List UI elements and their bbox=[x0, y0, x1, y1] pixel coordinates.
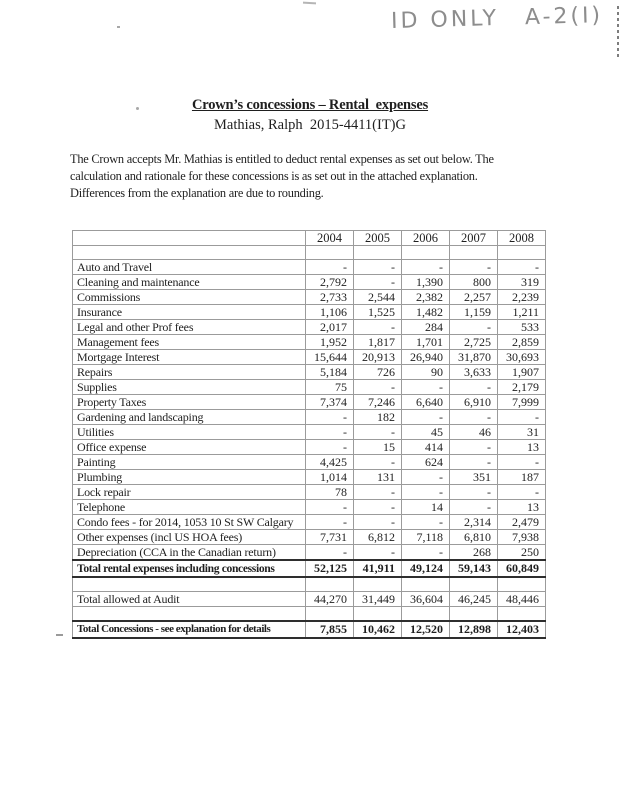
expense-label-cell: Painting bbox=[73, 455, 306, 470]
amount-cell: - bbox=[354, 515, 402, 530]
amount-cell: - bbox=[306, 425, 354, 440]
expense-label-cell: Total Concessions - see explanation for details bbox=[73, 621, 306, 638]
expense-label-cell: Auto and Travel bbox=[73, 260, 306, 275]
amount-cell: - bbox=[402, 470, 450, 485]
amount-cell: 1,701 bbox=[402, 335, 450, 350]
corner-cell bbox=[73, 231, 306, 246]
amount-cell: 351 bbox=[450, 470, 498, 485]
amount-cell: - bbox=[306, 440, 354, 455]
amount-cell: 44,270 bbox=[306, 592, 354, 607]
amount-cell: 12,898 bbox=[450, 621, 498, 638]
amount-cell: 2,544 bbox=[354, 290, 402, 305]
amount-cell bbox=[450, 607, 498, 622]
scan-artifact bbox=[303, 2, 316, 5]
expense-label-cell: Gardening and landscaping bbox=[73, 410, 306, 425]
amount-cell: - bbox=[354, 320, 402, 335]
amount-cell: 31 bbox=[498, 425, 546, 440]
table-row bbox=[73, 246, 546, 260]
table-row bbox=[73, 350, 546, 365]
amount-cell: 1,482 bbox=[402, 305, 450, 320]
amount-cell: 31,449 bbox=[354, 592, 402, 607]
amount-cell: 15,644 bbox=[306, 350, 354, 365]
amount-cell: 268 bbox=[450, 545, 498, 561]
table-row bbox=[73, 560, 546, 577]
expense-label-cell: Mortgage Interest bbox=[73, 350, 306, 365]
table-row bbox=[73, 530, 546, 545]
amount-cell: 36,604 bbox=[402, 592, 450, 607]
amount-cell: 2,017 bbox=[306, 320, 354, 335]
amount-cell: - bbox=[354, 545, 402, 561]
amount-cell: 12,403 bbox=[498, 621, 546, 638]
year-column-header: 2006 bbox=[402, 231, 450, 246]
amount-cell: 26,940 bbox=[402, 350, 450, 365]
amount-cell: 7,999 bbox=[498, 395, 546, 410]
amount-cell: 726 bbox=[354, 365, 402, 380]
amount-cell: 533 bbox=[498, 320, 546, 335]
amount-cell: - bbox=[498, 455, 546, 470]
expense-label-cell: Other expenses (incl US HOA fees) bbox=[73, 530, 306, 545]
expense-label-cell: Repairs bbox=[73, 365, 306, 380]
handwriting-id-only: ID ONLY bbox=[390, 5, 500, 34]
amount-cell: 2,733 bbox=[306, 290, 354, 305]
table-row bbox=[73, 290, 546, 305]
intro-line: Differences from the explanation are due to rounding. bbox=[70, 186, 324, 200]
amount-cell: - bbox=[450, 410, 498, 425]
expense-label-cell: Commissions bbox=[73, 290, 306, 305]
amount-cell: 2,859 bbox=[498, 335, 546, 350]
amount-cell: 5,184 bbox=[306, 365, 354, 380]
amount-cell: 2,725 bbox=[450, 335, 498, 350]
amount-cell: 49,124 bbox=[402, 560, 450, 577]
expense-label-cell: Depreciation (CCA in the Canadian return) bbox=[73, 545, 306, 561]
amount-cell: - bbox=[402, 485, 450, 500]
amount-cell: 6,810 bbox=[450, 530, 498, 545]
amount-cell: - bbox=[402, 260, 450, 275]
amount-cell: - bbox=[402, 380, 450, 395]
amount-cell: - bbox=[450, 380, 498, 395]
year-column-header: 2007 bbox=[450, 231, 498, 246]
table-row bbox=[73, 592, 546, 607]
amount-cell: - bbox=[306, 410, 354, 425]
amount-cell: 7,374 bbox=[306, 395, 354, 410]
year-column-header: 2008 bbox=[498, 231, 546, 246]
amount-cell: 2,239 bbox=[498, 290, 546, 305]
amount-cell: 1,817 bbox=[354, 335, 402, 350]
amount-cell: - bbox=[402, 410, 450, 425]
amount-cell: - bbox=[354, 500, 402, 515]
amount-cell: 800 bbox=[450, 275, 498, 290]
table-row bbox=[73, 485, 546, 500]
table-row bbox=[73, 440, 546, 455]
amount-cell: 31,870 bbox=[450, 350, 498, 365]
amount-cell: - bbox=[450, 320, 498, 335]
table-row bbox=[73, 335, 546, 350]
table-row bbox=[73, 380, 546, 395]
amount-cell: 624 bbox=[402, 455, 450, 470]
expense-label-cell: Management fees bbox=[73, 335, 306, 350]
amount-cell: 52,125 bbox=[306, 560, 354, 577]
amount-cell: 6,812 bbox=[354, 530, 402, 545]
table-row bbox=[73, 365, 546, 380]
amount-cell: 30,693 bbox=[498, 350, 546, 365]
amount-cell: 1,106 bbox=[306, 305, 354, 320]
amount-cell: 2,382 bbox=[402, 290, 450, 305]
table-row bbox=[73, 455, 546, 470]
amount-cell: 4,425 bbox=[306, 455, 354, 470]
amount-cell: - bbox=[498, 485, 546, 500]
amount-cell: 182 bbox=[354, 410, 402, 425]
table-row bbox=[73, 320, 546, 335]
amount-cell: - bbox=[354, 275, 402, 290]
amount-cell: 59,143 bbox=[450, 560, 498, 577]
amount-cell: 78 bbox=[306, 485, 354, 500]
amount-cell bbox=[354, 246, 402, 260]
amount-cell: 46,245 bbox=[450, 592, 498, 607]
amount-cell: 250 bbox=[498, 545, 546, 561]
amount-cell: 3,633 bbox=[450, 365, 498, 380]
amount-cell: 1,211 bbox=[498, 305, 546, 320]
amount-cell bbox=[402, 607, 450, 622]
amount-cell: 131 bbox=[354, 470, 402, 485]
expense-label-cell: Telephone bbox=[73, 500, 306, 515]
expense-label-cell: Office expense bbox=[73, 440, 306, 455]
expenses-table bbox=[72, 230, 546, 639]
amount-cell: 20,913 bbox=[354, 350, 402, 365]
amount-cell: 15 bbox=[354, 440, 402, 455]
amount-cell: 7,855 bbox=[306, 621, 354, 638]
amount-cell bbox=[306, 607, 354, 622]
amount-cell bbox=[306, 577, 354, 592]
amount-cell: 75 bbox=[306, 380, 354, 395]
expense-label-cell: Supplies bbox=[73, 380, 306, 395]
table-row bbox=[73, 545, 546, 561]
case-caption: Mathias, Ralph 2015-4411(IT)G bbox=[214, 117, 406, 133]
table-row bbox=[73, 275, 546, 290]
amount-cell: - bbox=[354, 455, 402, 470]
amount-cell: - bbox=[450, 455, 498, 470]
table-row bbox=[73, 305, 546, 320]
amount-cell bbox=[354, 607, 402, 622]
expense-label-cell bbox=[73, 607, 306, 622]
amount-cell: - bbox=[354, 380, 402, 395]
amount-cell: 45 bbox=[402, 425, 450, 440]
amount-cell: 7,938 bbox=[498, 530, 546, 545]
expense-label-cell bbox=[73, 246, 306, 260]
amount-cell: 12,520 bbox=[402, 621, 450, 638]
amount-cell: 6,910 bbox=[450, 395, 498, 410]
amount-cell: - bbox=[402, 545, 450, 561]
amount-cell: - bbox=[306, 515, 354, 530]
expense-label-cell: Insurance bbox=[73, 305, 306, 320]
scan-artifact bbox=[117, 26, 120, 28]
amount-cell bbox=[354, 577, 402, 592]
amount-cell: - bbox=[450, 260, 498, 275]
amount-cell: 7,731 bbox=[306, 530, 354, 545]
year-column-header: 2005 bbox=[354, 231, 402, 246]
table-row bbox=[73, 470, 546, 485]
amount-cell: 60,849 bbox=[498, 560, 546, 577]
amount-cell bbox=[450, 577, 498, 592]
amount-cell: 319 bbox=[498, 275, 546, 290]
amount-cell: 7,118 bbox=[402, 530, 450, 545]
handwritten-annotation bbox=[391, 3, 604, 34]
amount-cell: 2,479 bbox=[498, 515, 546, 530]
amount-cell: 414 bbox=[402, 440, 450, 455]
table-row bbox=[73, 260, 546, 275]
amount-cell: 13 bbox=[498, 440, 546, 455]
amount-cell: - bbox=[450, 500, 498, 515]
table-row bbox=[73, 500, 546, 515]
amount-cell: 2,179 bbox=[498, 380, 546, 395]
amount-cell bbox=[306, 246, 354, 260]
table-row bbox=[73, 577, 546, 592]
amount-cell: 284 bbox=[402, 320, 450, 335]
amount-cell: 7,246 bbox=[354, 395, 402, 410]
amount-cell: - bbox=[306, 260, 354, 275]
amount-cell: 2,792 bbox=[306, 275, 354, 290]
amount-cell: 46 bbox=[450, 425, 498, 440]
amount-cell: 1,390 bbox=[402, 275, 450, 290]
expense-label-cell: Cleaning and maintenance bbox=[73, 275, 306, 290]
amount-cell: - bbox=[306, 545, 354, 561]
intro-line: calculation and rationale for these concessions is as set out in the attached explanation. bbox=[70, 169, 478, 183]
expense-label-cell: Utilities bbox=[73, 425, 306, 440]
amount-cell: 41,911 bbox=[354, 560, 402, 577]
document-title: Crown’s concessions – Rental expenses bbox=[191, 97, 429, 113]
amount-cell: 1,525 bbox=[354, 305, 402, 320]
amount-cell: 2,257 bbox=[450, 290, 498, 305]
amount-cell bbox=[402, 577, 450, 592]
amount-cell: 14 bbox=[402, 500, 450, 515]
table-row bbox=[73, 410, 546, 425]
table-row bbox=[73, 515, 546, 530]
expense-label-cell: Property Taxes bbox=[73, 395, 306, 410]
amount-cell: - bbox=[498, 410, 546, 425]
amount-cell: 2,314 bbox=[450, 515, 498, 530]
amount-cell: 1,159 bbox=[450, 305, 498, 320]
expense-label-cell: Lock repair bbox=[73, 485, 306, 500]
amount-cell: - bbox=[354, 425, 402, 440]
amount-cell: 13 bbox=[498, 500, 546, 515]
amount-cell: 90 bbox=[402, 365, 450, 380]
table-row bbox=[73, 621, 546, 638]
amount-cell bbox=[498, 577, 546, 592]
amount-cell bbox=[402, 246, 450, 260]
amount-cell: - bbox=[402, 515, 450, 530]
scan-artifact bbox=[136, 107, 139, 110]
expense-label-cell: Total rental expenses including concessions bbox=[73, 560, 306, 577]
amount-cell: 1,907 bbox=[498, 365, 546, 380]
amount-cell: 187 bbox=[498, 470, 546, 485]
expense-label-cell: Condo fees - for 2014, 1053 10 St SW Calgary bbox=[73, 515, 306, 530]
amount-cell bbox=[498, 246, 546, 260]
table-row bbox=[73, 395, 546, 410]
table-row bbox=[73, 607, 546, 622]
expense-label-cell bbox=[73, 577, 306, 592]
scan-artifact bbox=[56, 634, 63, 636]
table-row bbox=[73, 425, 546, 440]
amount-cell: - bbox=[450, 440, 498, 455]
amount-cell: - bbox=[498, 260, 546, 275]
table-header-row bbox=[73, 231, 546, 246]
amount-cell: 48,446 bbox=[498, 592, 546, 607]
amount-cell: 6,640 bbox=[402, 395, 450, 410]
year-column-header: 2004 bbox=[306, 231, 354, 246]
amount-cell bbox=[450, 246, 498, 260]
amount-cell: 10,462 bbox=[354, 621, 402, 638]
amount-cell: - bbox=[354, 260, 402, 275]
intro-line: The Crown accepts Mr. Mathias is entitled to deduct rental expenses as set out below. The bbox=[70, 152, 494, 166]
expense-label-cell: Plumbing bbox=[73, 470, 306, 485]
handwriting-exhibit-number: A-2(I) bbox=[524, 3, 604, 31]
scan-edge-artifact bbox=[617, 6, 619, 58]
intro-paragraph bbox=[70, 151, 620, 202]
expense-label-cell: Total allowed at Audit bbox=[73, 592, 306, 607]
amount-cell: - bbox=[306, 500, 354, 515]
expense-label-cell: Legal and other Prof fees bbox=[73, 320, 306, 335]
amount-cell bbox=[498, 607, 546, 622]
amount-cell: 1,952 bbox=[306, 335, 354, 350]
amount-cell: 1,014 bbox=[306, 470, 354, 485]
amount-cell: - bbox=[354, 485, 402, 500]
amount-cell: - bbox=[450, 485, 498, 500]
